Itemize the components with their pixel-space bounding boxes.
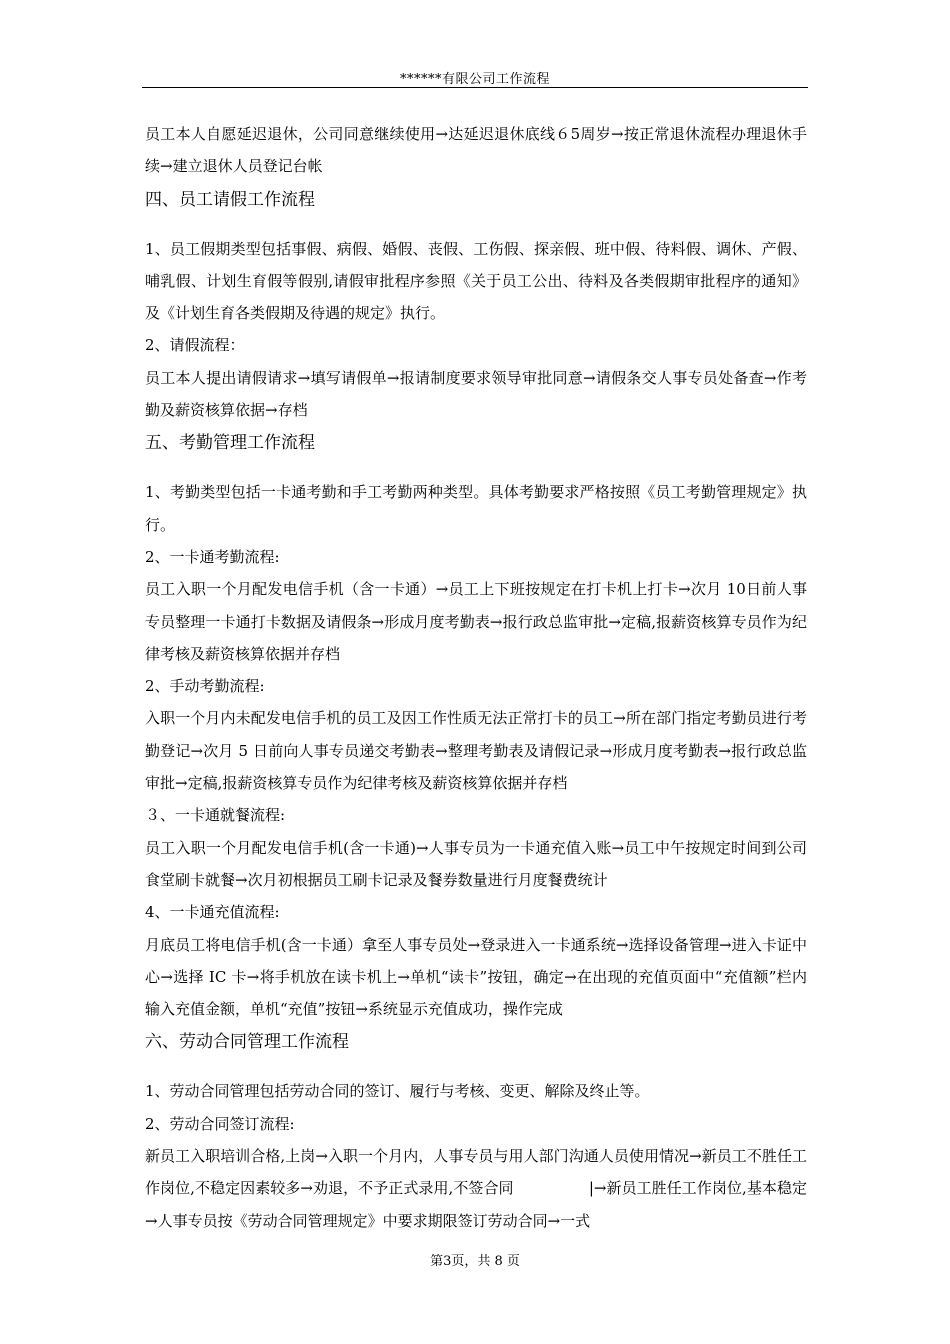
paragraph: 新员工入职培训合格,上岗→入职一个月内，人事专员与用人部门沟通人员使用情况→新员工不胜任工作岗位,不稳定因素较多→劝退，不予正式录用,不签合同 |→新员工胜任工作岗位,基本稳定→人事专员按《劳动合同管理规定》中要求期限签订劳动合同→一式 xyxy=(145,1147,807,1230)
paragraph: 员工入职一个月配发电信手机(含一卡通)→人事专员为一卡通充值入账→员工中午按规定时间到公司食堂刷卡就餐→次月初根据员工刷卡记录及餐券数量进行月度餐费统计 xyxy=(145,838,807,889)
paragraph: 2、一卡通考勤流程: xyxy=(145,547,280,566)
paragraph: 月底员工将电信手机(含一卡通）拿至人事专员处→登录进入一卡通系统→选择设备管理→进入卡证中心→选择 IC 卡→将手机放在读卡机上→单机“读卡”按钮，确定→在出现的充值页面中“充值额”栏内输入充值金额，单机“充值”按钮→系统显示充值成功，操作完成 xyxy=(145,935,807,1019)
paragraph: 1、考勤类型包括一卡通考勤和手工考勤两种类型。具体考勤要求严格按照《员工考勤管理规定》执行。 xyxy=(145,483,807,534)
paragraph: 2、手动考勤流程: xyxy=(145,677,265,696)
section-heading: 四、员工请假工作流程 xyxy=(145,189,315,210)
header-rule xyxy=(142,87,808,88)
document-body xyxy=(145,118,807,1237)
paragraph: 入职一个月内未配发电信手机的员工及因工作性质无法正常打卡的员工→所在部门指定考勤员进行考勤登记→次月 5 日前向人事专员递交考勤表→整理考勤表及请假记录→形成月度考勤表→报行政总监审批→定稿,报薪资核算专员作为纪律考核及薪资核算依据并存档 xyxy=(145,709,807,793)
paragraph: ３、一卡通就餐流程: xyxy=(145,806,286,825)
paragraph: 1、劳动合同管理包括劳动合同的签订、履行与考核、变更、解除及终止等。 xyxy=(145,1082,650,1101)
paragraph: 员工入职一个月配发电信手机（含一卡通）→员工上下班按规定在打卡机上打卡→次月 10日前人事专员整理一卡通打卡数据及请假条→形成月度考勤表→报行政总监审批→定稿,报薪资核算专员作为纪律考核及薪资核算依据并存档 xyxy=(145,580,807,663)
paragraph: 2、请假流程： xyxy=(145,336,245,355)
paragraph: 4、一卡通充值流程: xyxy=(145,903,280,922)
paragraph: 员工本人自愿延迟退休，公司同意继续使用→达延迟退休底线６5周岁→按正常退休流程办理退休手续→建立退休人员登记台帐 xyxy=(145,125,807,176)
page-header: ******有限公司工作流程 xyxy=(399,72,550,87)
section-heading: 五、考勤管理工作流程 xyxy=(145,433,315,454)
page-number: 第3页，共 8 页 xyxy=(430,1254,520,1269)
section-heading: 六、劳动合同管理工作流程 xyxy=(145,1032,349,1053)
paragraph: 员工本人提出请假请求→填写请假单→报请制度要求领导审批同意→请假条交人事专员处备查→作考勤及薪资核算依据→存档 xyxy=(145,368,807,420)
paragraph: 1、员工假期类型包括事假、病假、婚假、丧假、工伤假、探亲假、班中假、待料假、调休、产假、哺乳假、计划生育假等假别,请假审批程序参照《关于员工公出、待料及各类假期审批程序的通知》及《计划生育各类假期及待遇的规定》执行。 xyxy=(145,239,807,323)
paragraph: 2、劳动合同签订流程: xyxy=(145,1114,295,1133)
